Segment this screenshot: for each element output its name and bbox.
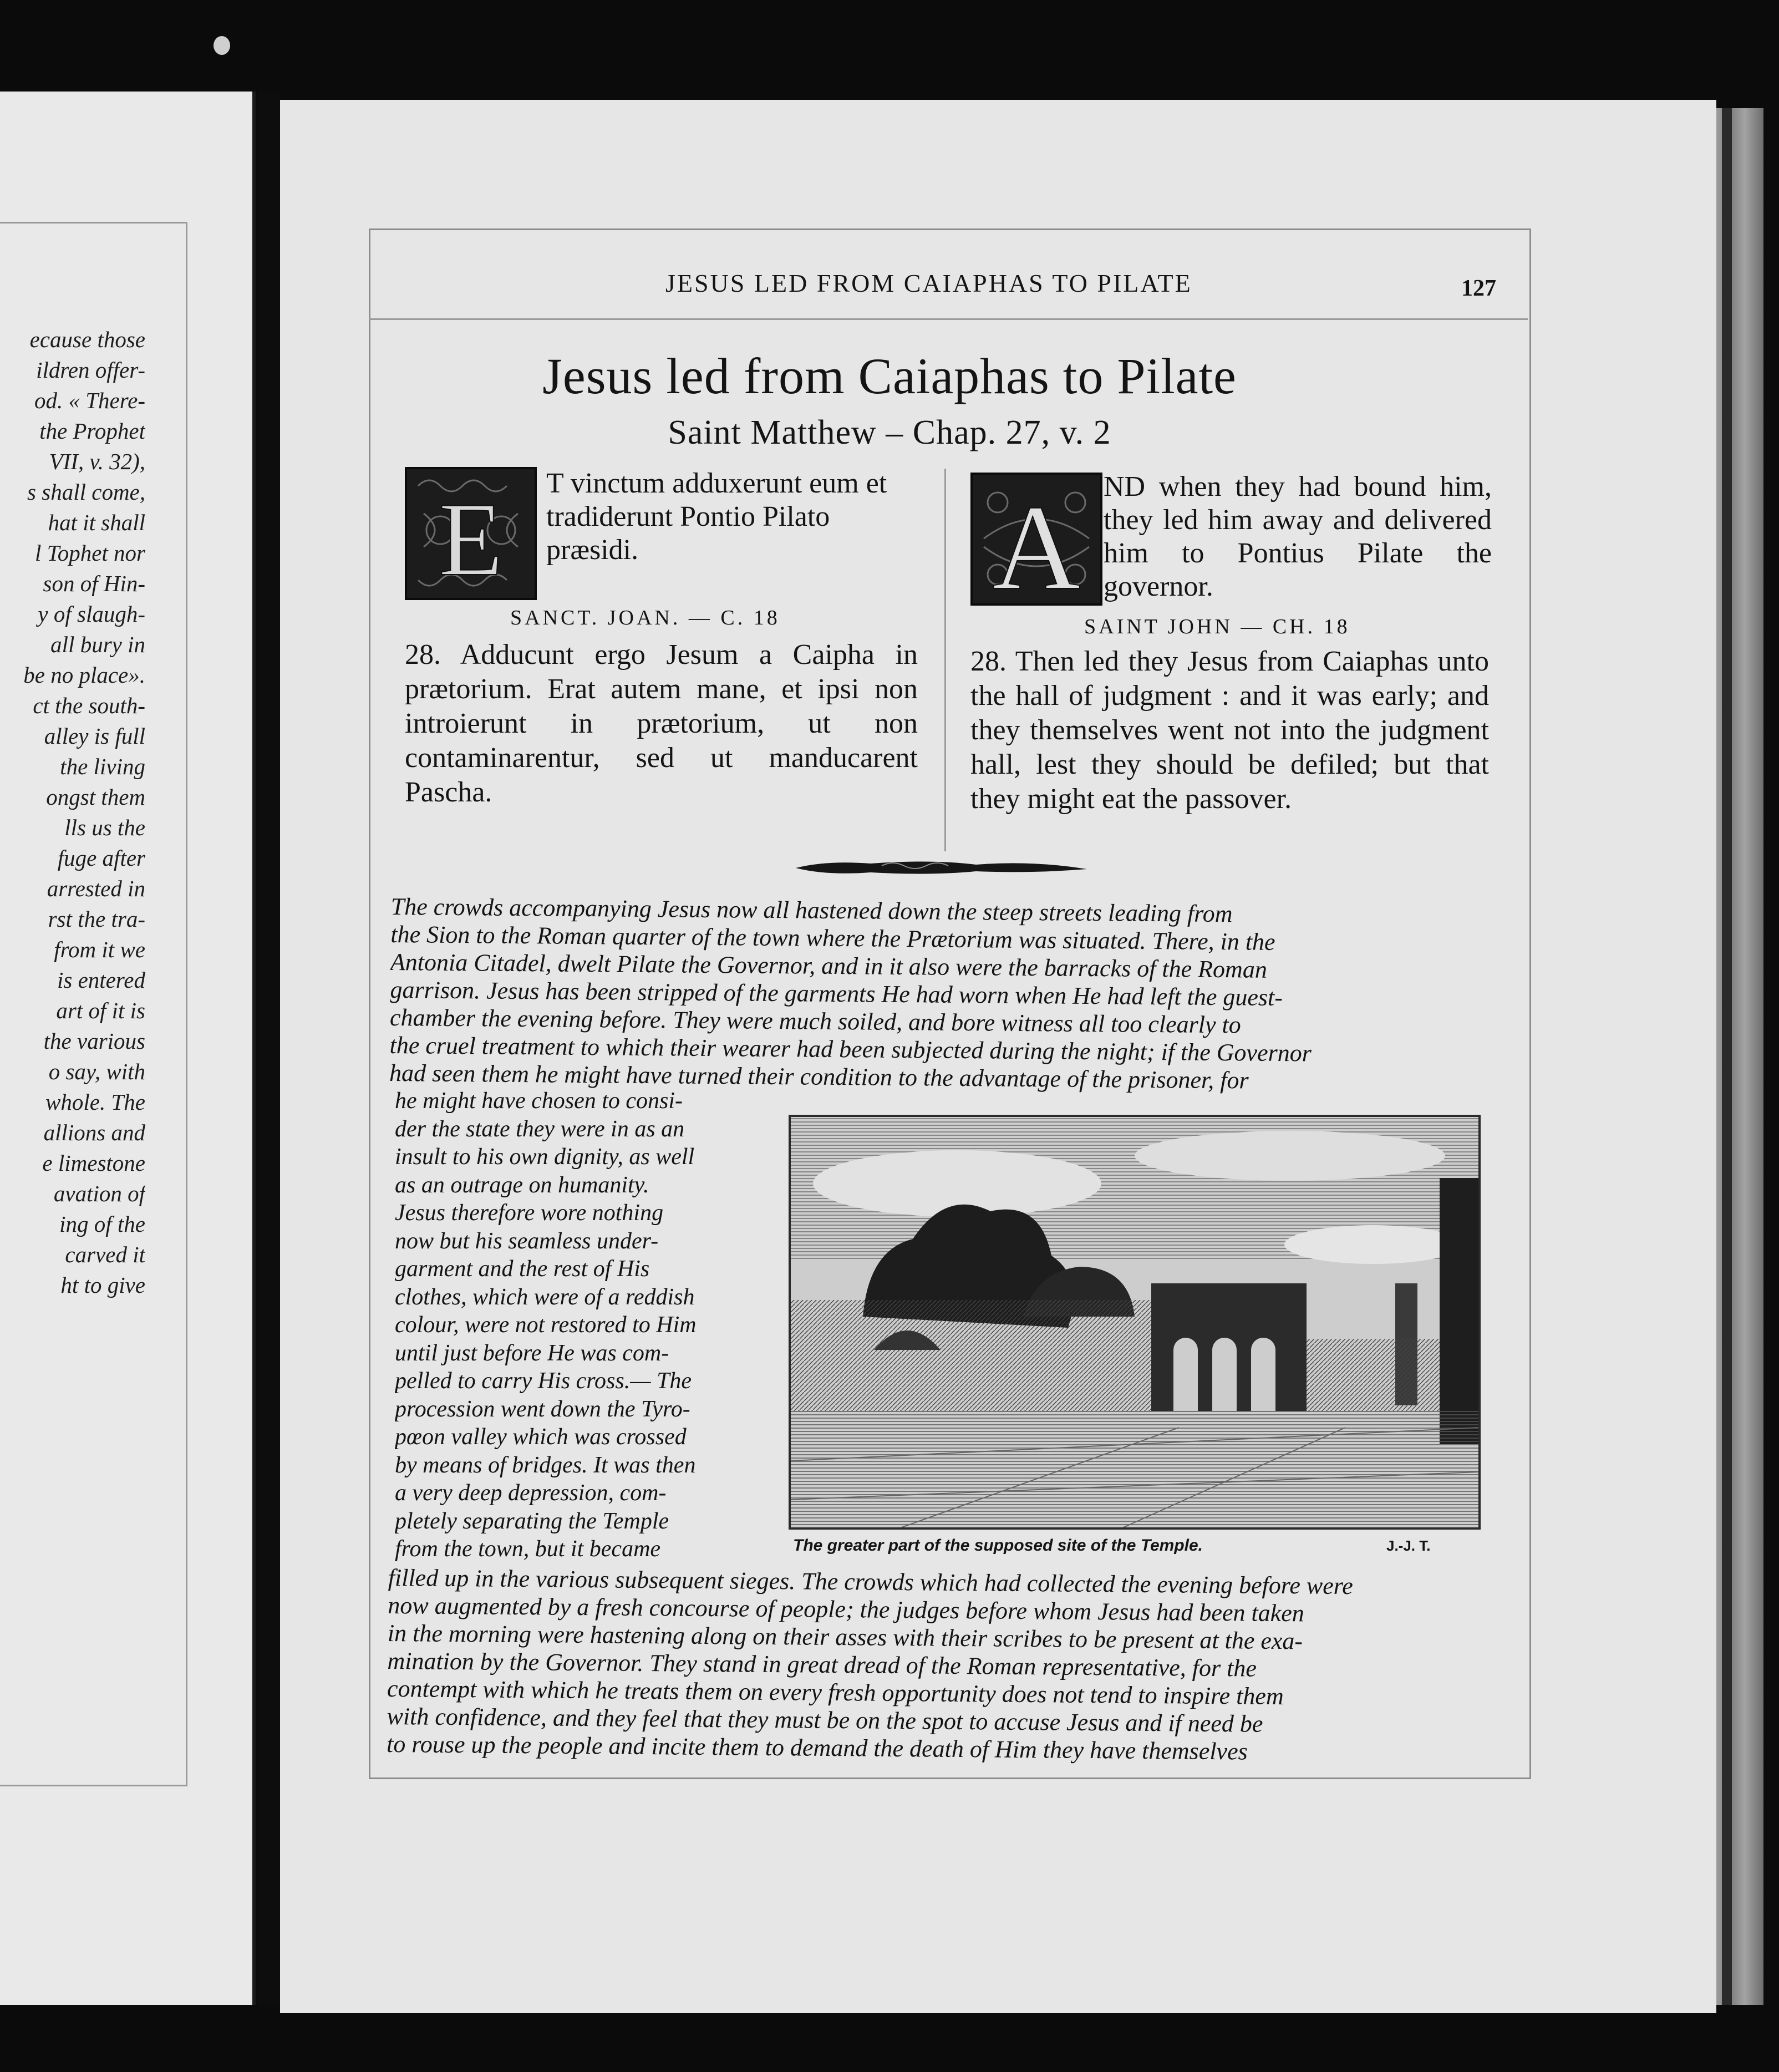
left-page-line: all bury in: [50, 632, 145, 657]
commentary-line: procession went down the Tyro-: [395, 1396, 690, 1422]
commentary-line: pœon valley which was crossed: [395, 1424, 687, 1450]
left-page-text: [0, 324, 145, 1301]
dropcap-a-icon: [970, 473, 1102, 606]
left-page-line: s shall come,: [27, 479, 145, 505]
left-page-line: o say, with: [48, 1059, 145, 1084]
left-page-line: be no place».: [23, 662, 145, 688]
left-page-line: from it we: [54, 937, 145, 962]
left-page-line: is entered: [57, 967, 145, 993]
figure-credit: J.-J. T.: [1386, 1537, 1431, 1554]
left-page-line: the Prophet: [39, 418, 145, 444]
commentary-line: now augmented by a fresh concourse of people; the judges before whom Jesus had been taken: [388, 1591, 1304, 1627]
commentary-line: until just before He was com-: [395, 1340, 669, 1366]
commentary-line: now but his seamless under-: [395, 1228, 659, 1254]
commentary-line: Antonia Citadel, dwelt Pilate the Governor, and in it also were the barracks of the Roman: [390, 948, 1268, 983]
commentary-line: pelled to carry His cross.— The: [395, 1368, 692, 1394]
left-page-line: ing of the: [59, 1211, 145, 1237]
left-page-line: fuge after: [57, 845, 145, 871]
left-page-line: whole. The: [45, 1089, 145, 1115]
commentary-line: insult to his own dignity, as well: [395, 1144, 695, 1170]
ornament-divider-icon: [793, 857, 1090, 879]
left-page-line: allions and: [43, 1120, 145, 1145]
commentary-line: The crowds accompanying Jesus now all hastened down the steep streets leading from: [390, 893, 1233, 928]
scan-artifact: [214, 36, 230, 55]
english-reference: SAINT JOHN — CH. 18: [1084, 615, 1350, 638]
left-page-line: l Tophet nor: [35, 540, 145, 566]
commentary-line: pletely separating the Temple: [395, 1508, 669, 1534]
svg-text:E: E: [438, 481, 504, 598]
temple-site-engraving: [789, 1115, 1481, 1530]
page-number: 127: [1461, 276, 1496, 301]
commentary-line: Jesus therefore wore nothing: [395, 1200, 664, 1226]
left-page-line: VII, v. 32),: [49, 449, 145, 474]
left-page-line: ht to give: [60, 1272, 145, 1298]
header-rule: [369, 318, 1528, 320]
commentary-narrow: [395, 1087, 750, 1563]
commentary-line: to rouse up the people and incite them to demand the death of Him they have themselves: [386, 1730, 1248, 1765]
running-title: JESUS LED FROM CAIAPHAS TO PILATE: [665, 269, 1192, 297]
latin-reference: SANCT. JOAN. — C. 18: [510, 606, 780, 629]
latin-lead-text: [546, 467, 923, 567]
commentary-line: clothes, which were of a reddish: [395, 1284, 695, 1310]
left-page-line: carved it: [65, 1242, 145, 1267]
dropcap-e-icon: [405, 467, 537, 600]
column-divider: [944, 469, 946, 851]
commentary-line: in the morning were hastening along on their asses with their scribes to be present at the exa-: [387, 1619, 1303, 1655]
commentary-line: filled up in the various subsequent sieges. The crowds which had collected the evening before were: [388, 1564, 1354, 1600]
page-title: Jesus led from Caiaphas to Pilate: [542, 348, 1237, 404]
commentary-line: he might have chosen to consi-: [395, 1088, 683, 1114]
left-page-line: alley is full: [44, 723, 145, 749]
left-page-line: ct the south-: [33, 693, 145, 718]
left-page-line: the living: [60, 754, 145, 779]
latin-lead-paragraph: T vinctum adduxerunt eum et tradiderunt Pontio Pilato præsidi.: [546, 468, 887, 566]
left-page-line: e limestone: [42, 1150, 145, 1176]
commentary-line: the Sion to the Roman quarter of the town where the Prætorium was situated. There, in the: [390, 920, 1275, 956]
commentary-line: der the state they were in as an: [395, 1116, 685, 1142]
commentary-line: colour, were not restored to Him: [395, 1312, 697, 1338]
svg-text:A: A: [992, 480, 1081, 603]
left-page-line: avation of: [53, 1181, 145, 1206]
commentary-line: from the town, but it became: [395, 1536, 661, 1562]
left-page-line: od. « There-: [34, 388, 145, 413]
left-page-line: y of slaugh-: [38, 601, 145, 627]
left-page-line: arrested in: [47, 876, 145, 901]
commentary-line: mination by the Governor. They stand in great dread of the Roman representative, for the: [387, 1647, 1257, 1682]
commentary-bottom: [387, 1564, 1486, 1768]
left-page-line: art of it is: [56, 998, 145, 1023]
commentary-line: chamber the evening before. They were much soiled, and bore witness all too clearly to: [389, 1003, 1241, 1039]
left-page-line: ildren offer-: [36, 357, 145, 383]
left-page-line: rst the tra-: [48, 906, 145, 932]
commentary-top: [389, 893, 1486, 1096]
commentary-line: with confidence, and they feel that they must be on the spot to accuse Jesus and if need be: [387, 1702, 1263, 1738]
latin-verse: 28. Adducunt ergo Jesum a Caipha in prætorium. Erat autem mane, et ipsi non introierunt in prætorium, ut non contaminarentur, sed ut manducarent Pascha.: [405, 639, 918, 808]
left-page-line: hat it shall: [48, 510, 145, 535]
commentary-line: a very deep depression, com-: [395, 1480, 667, 1506]
page-subtitle: Saint Matthew – Chap. 27, v. 2: [668, 414, 1111, 451]
commentary-line: the cruel treatment to which their wearer had been subjected during the night; if the Governor: [389, 1031, 1312, 1067]
commentary-line: garment and the rest of His: [395, 1256, 650, 1282]
english-lead-paragraph: ND when they had bound him, they led him away and delivered him to Pontius Pilate the governor.: [1104, 471, 1492, 602]
left-page-line: son of Hin-: [43, 571, 145, 596]
left-page-line: the various: [43, 1028, 145, 1054]
commentary-line: had seen them he might have turned their condition to the advantage of the prisoner, for: [389, 1059, 1249, 1094]
left-page-line: lls us the: [64, 815, 145, 840]
commentary-line: by means of bridges. It was then: [395, 1452, 696, 1478]
english-verse: 28. Then led they Jesus from Caiaphas unto the hall of judgment : and it was early; and they themselves went not into the judgment hall, lest they should be defiled; but that they might eat the passover.: [970, 646, 1489, 815]
commentary-line: contempt with which he treats them on every fresh opportunity does not tend to inspire them: [387, 1674, 1284, 1710]
commentary-line: as an outrage on humanity.: [395, 1172, 649, 1198]
left-page-line: ecause those: [29, 327, 145, 352]
commentary-line: garrison. Jesus has been stripped of the garments He had worn when He had left the guest-: [390, 976, 1283, 1012]
figure-caption: The greater part of the supposed site of the Temple.: [793, 1536, 1203, 1555]
english-lead-text: [1104, 470, 1492, 603]
left-page-line: ongst them: [46, 784, 145, 810]
